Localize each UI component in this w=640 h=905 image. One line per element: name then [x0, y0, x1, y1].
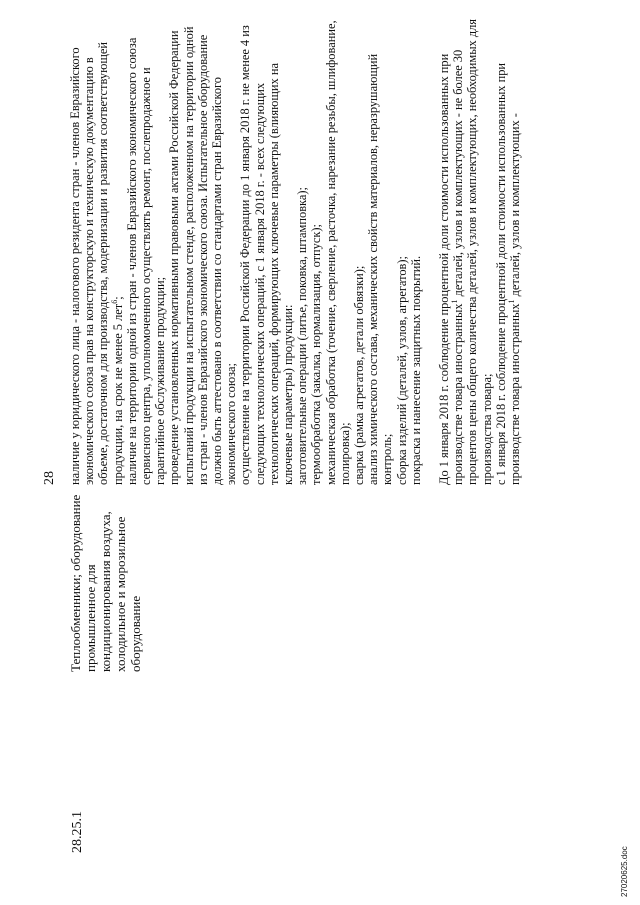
- requirement-paragraph: проведение установленных нормативными правовыми актами Российской Федерации испытаний продукции на испытательном стенде, расположенном на территории одной из стран - членов Евразийского экономического союза. Испытательное оборудование должно быть аттестовано в соответствии со стандартами стран Евразийского экономического союза;: [167, 26, 239, 485]
- requirement-paragraph: До 1 января 2018 г. соблюдение процентной доли стоимости использованных при производстве товара иностранных$^1$ деталей, узлов и комплектующих - не более 30 процентов цены общего количества деталей, узлов и комплектующих, необходимых для производства товара;: [437, 18, 494, 485]
- product-code: 28.25.1: [70, 811, 85, 853]
- operation-item: механическая обработка (точение, сверление, расточка, нарезание резьбы, шлифование, полировка);: [323, 20, 352, 485]
- requirement-paragraph: осуществление на территории Российской Федерации до 1 января 2018 г. не менее 4 из следующих технологических операций, с 1 января 2018 г. - всех следующих технологических операций, формирующих ключевые параметры (влияющих на ключевые параметры) продукции:: [238, 25, 296, 485]
- requirement-paragraph: наличие у юридического лица - налогового резидента стран - членов Евразийского экономического союза прав на конструкторскую и техническую документацию в объеме, достаточном для производства, модернизации и развития соответствующей продукции, на срок не менее 5 лет$^6$;: [68, 41, 125, 485]
- paragraph-gap: [423, 15, 437, 485]
- requirement-paragraph: наличие на территории одной из стран - членов Евразийского экономического союза сервисного центра, уполномоченного осуществлять ремонт, послепродажное и гарантийное обслуживание продукции;: [124, 37, 168, 485]
- requirement-paragraph: с 1 января 2018 г. соблюдение процентной доли стоимости использованных при производстве товара иностранных$^1$ деталей, узлов и комплектующих -: [493, 62, 523, 485]
- footer-file-code: 27020625.doc: [620, 846, 629, 897]
- operation-item: покраска и нанесение защитных покрытий.: [408, 255, 423, 485]
- page-number: 28: [42, 471, 57, 485]
- operation-item: заготовительные операции (литье, поковка, штамповка);: [295, 187, 310, 485]
- operation-item: анализ химического состава, механических свойств материалов, неразрушающий контроль;: [366, 53, 395, 485]
- requirements-column: [68, 15, 522, 485]
- operation-item: сборка изделий (деталей, узлов, агрегатов);: [394, 256, 409, 485]
- operation-item: сварка (рамка агрегатов, детали обвязки);: [352, 265, 367, 485]
- operation-item: термообработка (закалка, нормализация, отпуск);: [309, 224, 324, 485]
- product-name: Теплообменники; оборудование промышленное для кондиционирования воздуха, холодильное и морозильное оборудование: [68, 494, 143, 672]
